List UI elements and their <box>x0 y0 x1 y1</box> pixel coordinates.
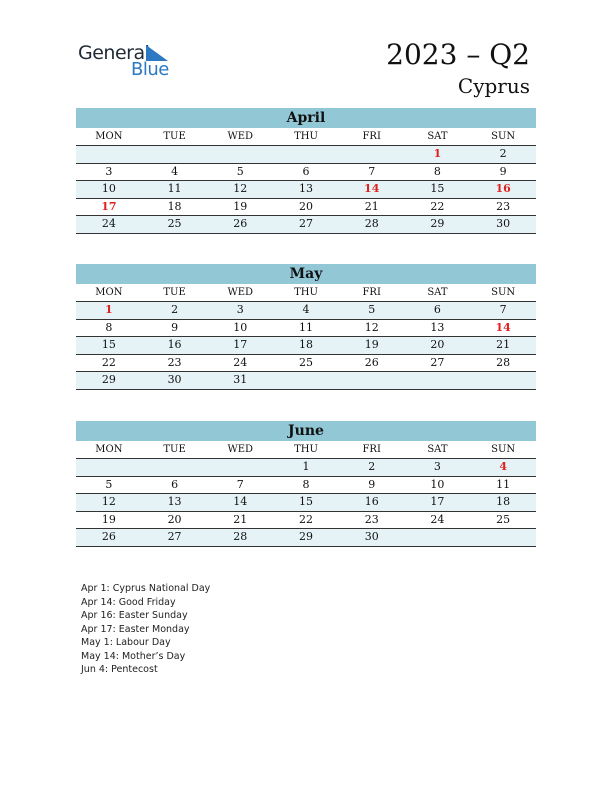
day-cell: 15 <box>76 337 142 355</box>
day-cell: 16 <box>470 181 536 199</box>
day-cell: 18 <box>470 494 536 512</box>
holiday-item: Apr 1: Cyprus National Day <box>81 583 211 594</box>
day-cell <box>405 372 471 390</box>
day-cell <box>273 372 339 390</box>
day-cell: 29 <box>405 216 471 234</box>
day-cell: 27 <box>405 355 471 373</box>
day-cell: 3 <box>405 459 471 477</box>
day-cell: 29 <box>273 529 339 547</box>
day-cell: 13 <box>142 494 208 512</box>
day-cell: 20 <box>405 337 471 355</box>
day-cell: 21 <box>339 199 405 217</box>
weekday-header: SAT <box>405 128 471 146</box>
day-cell: 29 <box>76 372 142 390</box>
weekday-header: FRI <box>339 128 405 146</box>
holiday-item: Jun 4: Pentecost <box>81 664 158 675</box>
weekday-header: WED <box>207 284 273 302</box>
holiday-item: Apr 16: Easter Sunday <box>81 610 188 621</box>
day-cell: 10 <box>76 181 142 199</box>
day-cell: 17 <box>207 337 273 355</box>
day-cell <box>470 372 536 390</box>
day-cell: 3 <box>76 164 142 182</box>
day-cell: 4 <box>142 164 208 182</box>
day-cell: 15 <box>273 494 339 512</box>
day-cell: 23 <box>142 355 208 373</box>
weekday-header: SUN <box>470 284 536 302</box>
day-cell: 8 <box>76 320 142 338</box>
day-cell: 16 <box>339 494 405 512</box>
brand-logo <box>78 42 178 82</box>
day-cell: 26 <box>76 529 142 547</box>
day-cell: 11 <box>142 181 208 199</box>
weekday-header: TUE <box>142 128 208 146</box>
day-cell: 26 <box>207 216 273 234</box>
day-cell: 21 <box>207 512 273 530</box>
day-cell <box>207 459 273 477</box>
day-cell <box>142 459 208 477</box>
day-cell: 3 <box>207 302 273 320</box>
day-cell: 28 <box>339 216 405 234</box>
weekday-header: SUN <box>470 128 536 146</box>
day-cell: 13 <box>405 320 471 338</box>
day-cell: 18 <box>142 199 208 217</box>
day-cell <box>339 372 405 390</box>
month-calendar-may <box>76 264 536 390</box>
page-title: 2023 – Q2 <box>386 38 530 71</box>
month-grid <box>76 441 536 547</box>
month-grid <box>76 284 536 390</box>
day-cell: 10 <box>207 320 273 338</box>
day-cell: 6 <box>142 477 208 495</box>
country-name: Cyprus <box>457 74 530 98</box>
day-cell: 24 <box>405 512 471 530</box>
day-cell: 12 <box>207 181 273 199</box>
day-cell: 19 <box>339 337 405 355</box>
weekday-header: WED <box>207 128 273 146</box>
weekday-header: TUE <box>142 284 208 302</box>
day-cell: 18 <box>273 337 339 355</box>
day-cell <box>273 146 339 164</box>
day-cell: 9 <box>339 477 405 495</box>
weekday-header: THU <box>273 128 339 146</box>
day-cell: 5 <box>76 477 142 495</box>
month-header: April <box>76 108 536 128</box>
day-cell: 1 <box>76 302 142 320</box>
day-cell: 24 <box>207 355 273 373</box>
day-cell: 10 <box>405 477 471 495</box>
weekday-header: MON <box>76 284 142 302</box>
day-cell: 31 <box>207 372 273 390</box>
month-calendar-june <box>76 421 536 547</box>
day-cell: 22 <box>76 355 142 373</box>
day-cell: 30 <box>142 372 208 390</box>
day-cell: 12 <box>76 494 142 512</box>
weekday-header: MON <box>76 128 142 146</box>
day-cell: 14 <box>207 494 273 512</box>
day-cell: 11 <box>273 320 339 338</box>
day-cell <box>142 146 208 164</box>
month-calendar-april <box>76 108 536 234</box>
day-cell: 15 <box>405 181 471 199</box>
day-cell: 24 <box>76 216 142 234</box>
day-cell: 9 <box>142 320 208 338</box>
day-cell: 7 <box>207 477 273 495</box>
day-cell: 21 <box>470 337 536 355</box>
day-cell: 7 <box>470 302 536 320</box>
day-cell: 13 <box>273 181 339 199</box>
weekday-header: FRI <box>339 284 405 302</box>
day-cell: 5 <box>207 164 273 182</box>
day-cell: 30 <box>470 216 536 234</box>
day-cell: 25 <box>273 355 339 373</box>
day-cell <box>470 529 536 547</box>
day-cell: 19 <box>76 512 142 530</box>
weekday-header: MON <box>76 441 142 459</box>
day-cell: 20 <box>142 512 208 530</box>
day-cell: 30 <box>339 529 405 547</box>
day-cell: 25 <box>142 216 208 234</box>
day-cell: 22 <box>273 512 339 530</box>
weekday-header: SAT <box>405 284 471 302</box>
day-cell <box>76 146 142 164</box>
day-cell: 12 <box>339 320 405 338</box>
day-cell: 6 <box>273 164 339 182</box>
day-cell: 1 <box>273 459 339 477</box>
day-cell <box>76 459 142 477</box>
holiday-item: Apr 14: Good Friday <box>81 596 176 608</box>
day-cell: 20 <box>273 199 339 217</box>
day-cell <box>339 146 405 164</box>
holiday-item: Apr 17: Easter Monday <box>81 623 190 635</box>
holiday-list <box>81 582 210 677</box>
day-cell: 27 <box>142 529 208 547</box>
day-cell: 17 <box>405 494 471 512</box>
month-header: June <box>76 421 536 441</box>
day-cell: 17 <box>76 199 142 217</box>
weekday-header: THU <box>273 441 339 459</box>
day-cell <box>405 529 471 547</box>
day-cell: 4 <box>470 459 536 477</box>
holiday-item: May 1: Labour Day <box>81 637 171 648</box>
day-cell: 7 <box>339 164 405 182</box>
day-cell: 23 <box>339 512 405 530</box>
day-cell: 19 <box>207 199 273 217</box>
weekday-header: SUN <box>470 441 536 459</box>
month-header: May <box>76 264 536 284</box>
brand-word-general: General <box>78 42 150 64</box>
day-cell: 23 <box>470 199 536 217</box>
day-cell: 8 <box>405 164 471 182</box>
day-cell: 9 <box>470 164 536 182</box>
weekday-header: SAT <box>405 441 471 459</box>
day-cell <box>207 146 273 164</box>
day-cell: 2 <box>142 302 208 320</box>
day-cell: 4 <box>273 302 339 320</box>
day-cell: 16 <box>142 337 208 355</box>
weekday-header: FRI <box>339 441 405 459</box>
day-cell: 28 <box>207 529 273 547</box>
day-cell: 14 <box>339 181 405 199</box>
weekday-header: TUE <box>142 441 208 459</box>
day-cell: 2 <box>470 146 536 164</box>
day-cell: 2 <box>339 459 405 477</box>
holiday-item: May 14: Mother’s Day <box>81 650 186 662</box>
day-cell: 11 <box>470 477 536 495</box>
day-cell: 25 <box>470 512 536 530</box>
day-cell: 27 <box>273 216 339 234</box>
month-grid <box>76 128 536 234</box>
day-cell: 22 <box>405 199 471 217</box>
brand-word-blue: Blue <box>131 59 169 80</box>
weekday-header: WED <box>207 441 273 459</box>
weekday-header: THU <box>273 284 339 302</box>
day-cell: 6 <box>405 302 471 320</box>
day-cell: 28 <box>470 355 536 373</box>
day-cell: 1 <box>405 146 471 164</box>
day-cell: 14 <box>470 320 536 338</box>
day-cell: 8 <box>273 477 339 495</box>
day-cell: 26 <box>339 355 405 373</box>
day-cell: 5 <box>339 302 405 320</box>
